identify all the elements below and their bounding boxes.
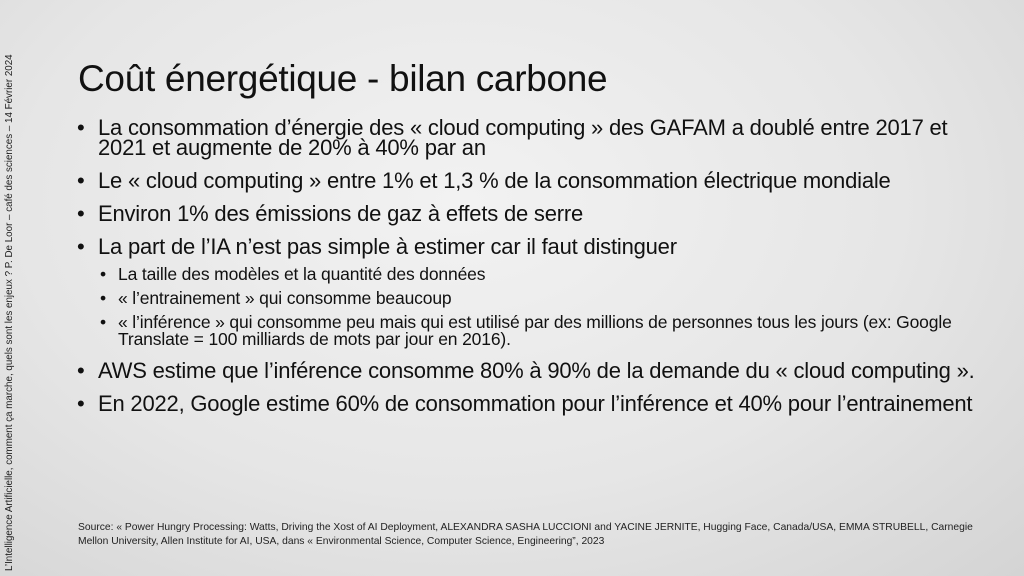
bullet-item: • Le « cloud computing » entre 1% et 1,3 % de la consommation électrique mondiale [75,171,980,191]
bullet-item: • AWS estime que l’inférence consomme 80% à 90% de la demande du « cloud computing ». [75,361,980,381]
sub-bullet-item: • « l’entrainement » qui consomme beaucoup [98,290,980,307]
bullet-item: • En 2022, Google estime 60% de consommation pour l’inférence et 40% pour l’entrainement [75,394,980,414]
slide-title: Coût énergétique - bilan carbone [78,58,608,99]
bullet-item [75,234,980,349]
bullet-item: • Environ 1% des émissions de gaz à effets de serre [75,204,980,224]
side-note: L’Intelligence Artificielle, comment ça marche, quels sont les enjeux ? P. De Loor – café des sciences – 14 Février 2024 [4,54,15,571]
sub-bullet-item: • La taille des modèles et la quantité des données [98,266,980,283]
bullet-text: La part de l’IA n’est pas simple à estimer car il faut distinguer [98,234,677,259]
bullet-item: • La consommation d’énergie des « cloud computing » des GAFAM a doublé entre 2017 et 2021 et augmente de 20% à 40% par an [75,118,980,158]
sub-bullet-item: • « l’inférence » qui consomme peu mais qui est utilisé par des millions de personnes tous les jours (ex: Google Translate = 100 milliards de mots par jour en 2016). [98,314,980,348]
bullet-list [75,115,980,427]
sub-bullet-list [98,266,980,348]
source-citation: Source: « Power Hungry Processing: Watts, Driving the Xost of AI Deployment, ALEXANDRA SASHA LUCCIONI and YACINE JERNITE, Hugging Face, Canada/USA, EMMA STRUBELL, Carnegie Mellon University, Allen Institute for AI, USA, dans « Environmental Science, Computer Science, Engineering”, 2023 [78,522,973,547]
